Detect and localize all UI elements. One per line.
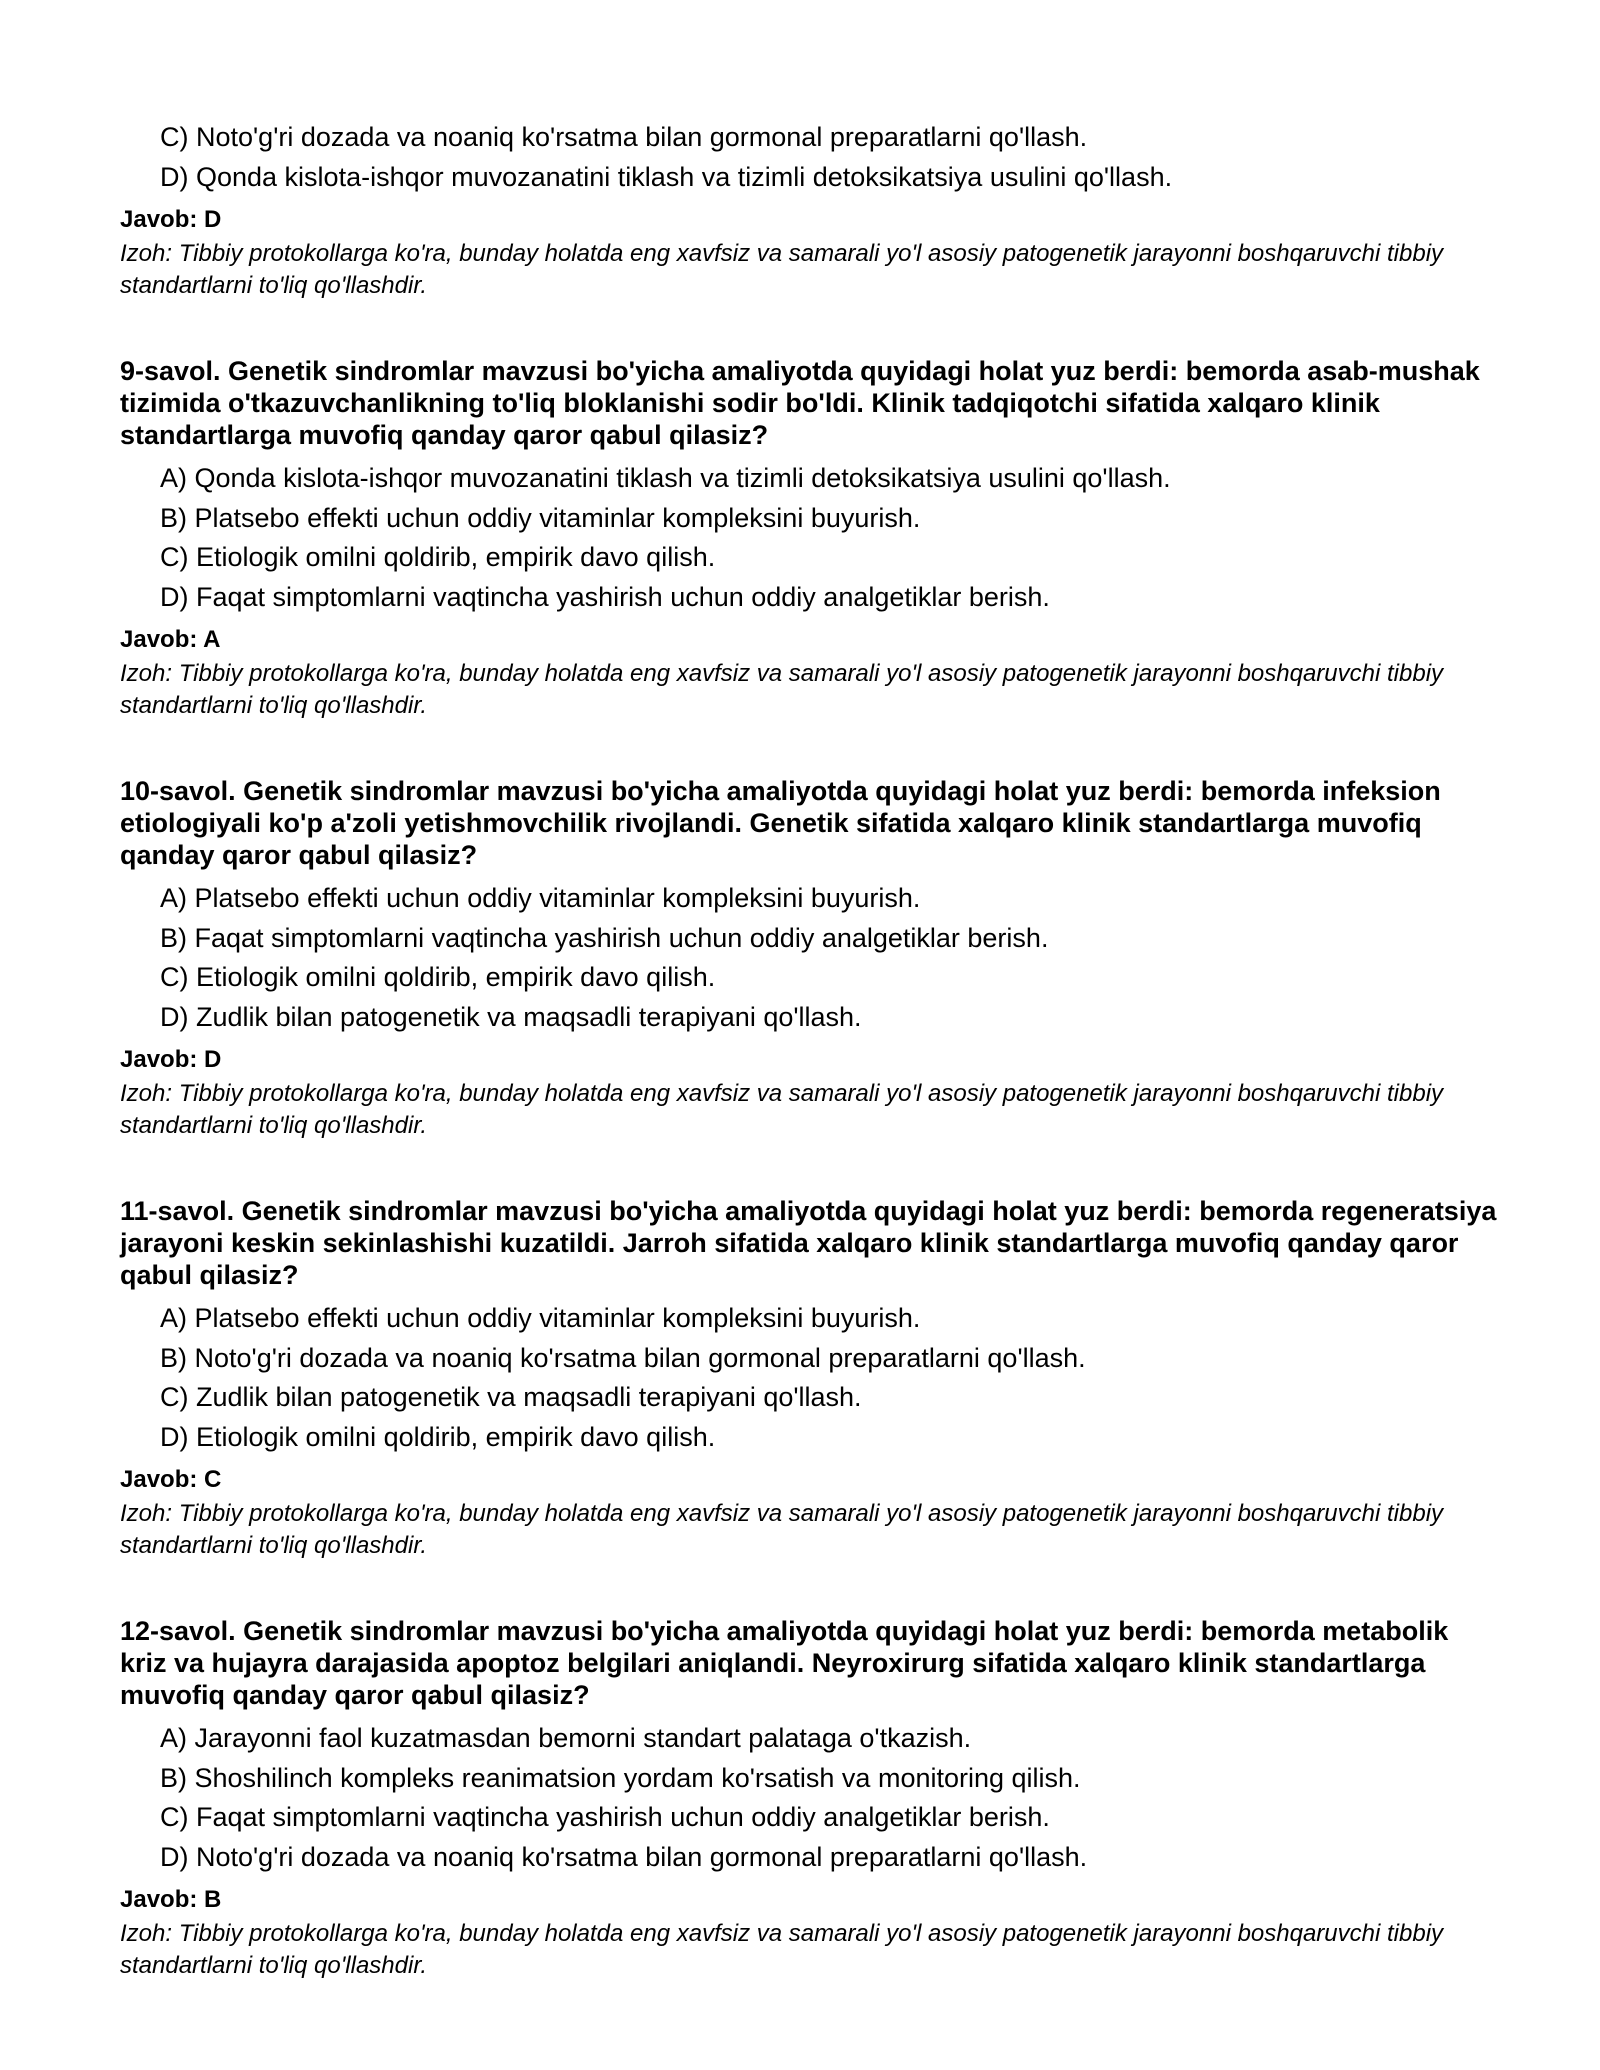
explanation-note: Izoh: Tibbiy protokollarga ko'ra, bunday holatda eng xavfsiz va samarali yo'l asosiy patogenetik jarayonni boshqaruvchi tibbiy standartlarni to'liq qo'llashdir. [120,1500,1444,1559]
option-c: C) Zudlik bilan patogenetik va maqsadli terapiyani qo'llash. [160,1382,862,1412]
option-c: C) Faqat simptomlarni vaqtincha yashirish uchun oddiy analgetiklar berish. [160,1802,1050,1832]
option-b: B) Shoshilinch kompleks reanimatsion yordam ko'rsatish va monitoring qilish. [160,1762,1081,1793]
explanation-note: Izoh: Tibbiy protokollarga ko'ra, bunday holatda eng xavfsiz va samarali yo'l asosiy patogenetik jarayonni boshqaruvchi tibbiy standartlarni to'liq qo'llashdir. [120,1920,1444,1979]
question-10 [120,775,1500,1142]
question-11 [120,1195,1500,1562]
document-page [120,118,1500,1982]
option-a: A) Platsebo effekti uchun oddiy vitaminlar kompleksini buyurish. [160,883,921,913]
answer-label: Javob: D [120,1046,222,1073]
question-title: 12-savol. Genetik sindromlar mavzusi bo'yicha amaliyotda quyidagi holat yuz berdi: bemorda metabolik kriz va hujayra darajasida apoptoz belgilari aniqlandi. Neyroxirurg sifatida xalqaro klinik standartlarga muvofiq qanday qaror qabul qilasiz? [120,1616,1449,1710]
option-d: D) Noto'g'ri dozada va noaniq ko'rsatma bilan gormonal preparatlarni qo'llash. [160,1841,1088,1872]
option-d: D) Zudlik bilan patogenetik va maqsadli terapiyani qo'llash. [160,1001,862,1032]
previous-question-continuation [120,118,1500,302]
question-title: 10-savol. Genetik sindromlar mavzusi bo'yicha amaliyotda quyidagi holat yuz berdi: bemorda infeksion etiologiyali ko'p a'zoli yetishmovchilik rivojlandi. Genetik sifatida xalqaro klinik standartlarga muvofiq qanday qaror qabul qilasiz? [120,776,1441,870]
answer-label: Javob: C [120,1466,222,1493]
option-a: A) Platsebo effekti uchun oddiy vitaminlar kompleksini buyurish. [160,1303,921,1333]
option-c: C) Etiologik omilni qoldirib, empirik davo qilish. [160,542,716,572]
option-b: B) Noto'g'ri dozada va noaniq ko'rsatma bilan gormonal preparatlarni qo'llash. [160,1342,1086,1373]
option-d: D) Qonda kislota-ishqor muvozanatini tiklash va tizimli detoksikatsiya usulini qo'llash. [160,161,1173,192]
option-a: A) Qonda kislota-ishqor muvozanatini tiklash va tizimli detoksikatsiya usulini qo'llash. [160,463,1171,493]
option-c: C) Noto'g'ri dozada va noaniq ko'rsatma bilan gormonal preparatlarni qo'llash. [160,122,1088,152]
question-9 [120,355,1500,722]
explanation-note: Izoh: Tibbiy protokollarga ko'ra, bunday holatda eng xavfsiz va samarali yo'l asosiy patogenetik jarayonni boshqaruvchi tibbiy standartlarni to'liq qo'llashdir. [120,1080,1444,1139]
option-a: A) Jarayonni faol kuzatmasdan bemorni standart palataga o'tkazish. [160,1723,972,1753]
question-title: 9-savol. Genetik sindromlar mavzusi bo'yicha amaliyotda quyidagi holat yuz berdi: bemorda asab-mushak tizimida o'tkazuvchanlikning to'liq bloklanishi sodir bo'ldi. Klinik tadqiqotchi sifatida xalqaro klinik standartlarga muvofiq qanday qaror qabul qilasiz? [120,356,1480,450]
answer-label: Javob: D [120,206,222,233]
question-title: 11-savol. Genetik sindromlar mavzusi bo'yicha amaliyotda quyidagi holat yuz berdi: bemorda regeneratsiya jarayoni keskin sekinlashishi kuzatildi. Jarroh sifatida xalqaro klinik standartlarga muvofiq qanday qaror qabul qilasiz? [120,1196,1497,1290]
question-12 [120,1615,1500,1982]
option-d: D) Faqat simptomlarni vaqtincha yashirish uchun oddiy analgetiklar berish. [160,581,1050,612]
option-b: B) Platsebo effekti uchun oddiy vitaminlar kompleksini buyurish. [160,502,921,533]
option-d: D) Etiologik omilni qoldirib, empirik davo qilish. [160,1421,716,1452]
option-c: C) Etiologik omilni qoldirib, empirik davo qilish. [160,962,716,992]
explanation-note: Izoh: Tibbiy protokollarga ko'ra, bunday holatda eng xavfsiz va samarali yo'l asosiy patogenetik jarayonni boshqaruvchi tibbiy standartlarni to'liq qo'llashdir. [120,660,1444,719]
option-b: B) Faqat simptomlarni vaqtincha yashirish uchun oddiy analgetiklar berish. [160,922,1049,953]
answer-label: Javob: B [120,1886,222,1913]
answer-label: Javob: A [120,626,221,653]
explanation-note: Izoh: Tibbiy protokollarga ko'ra, bunday holatda eng xavfsiz va samarali yo'l asosiy patogenetik jarayonni boshqaruvchi tibbiy standartlarni to'liq qo'llashdir. [120,240,1444,299]
